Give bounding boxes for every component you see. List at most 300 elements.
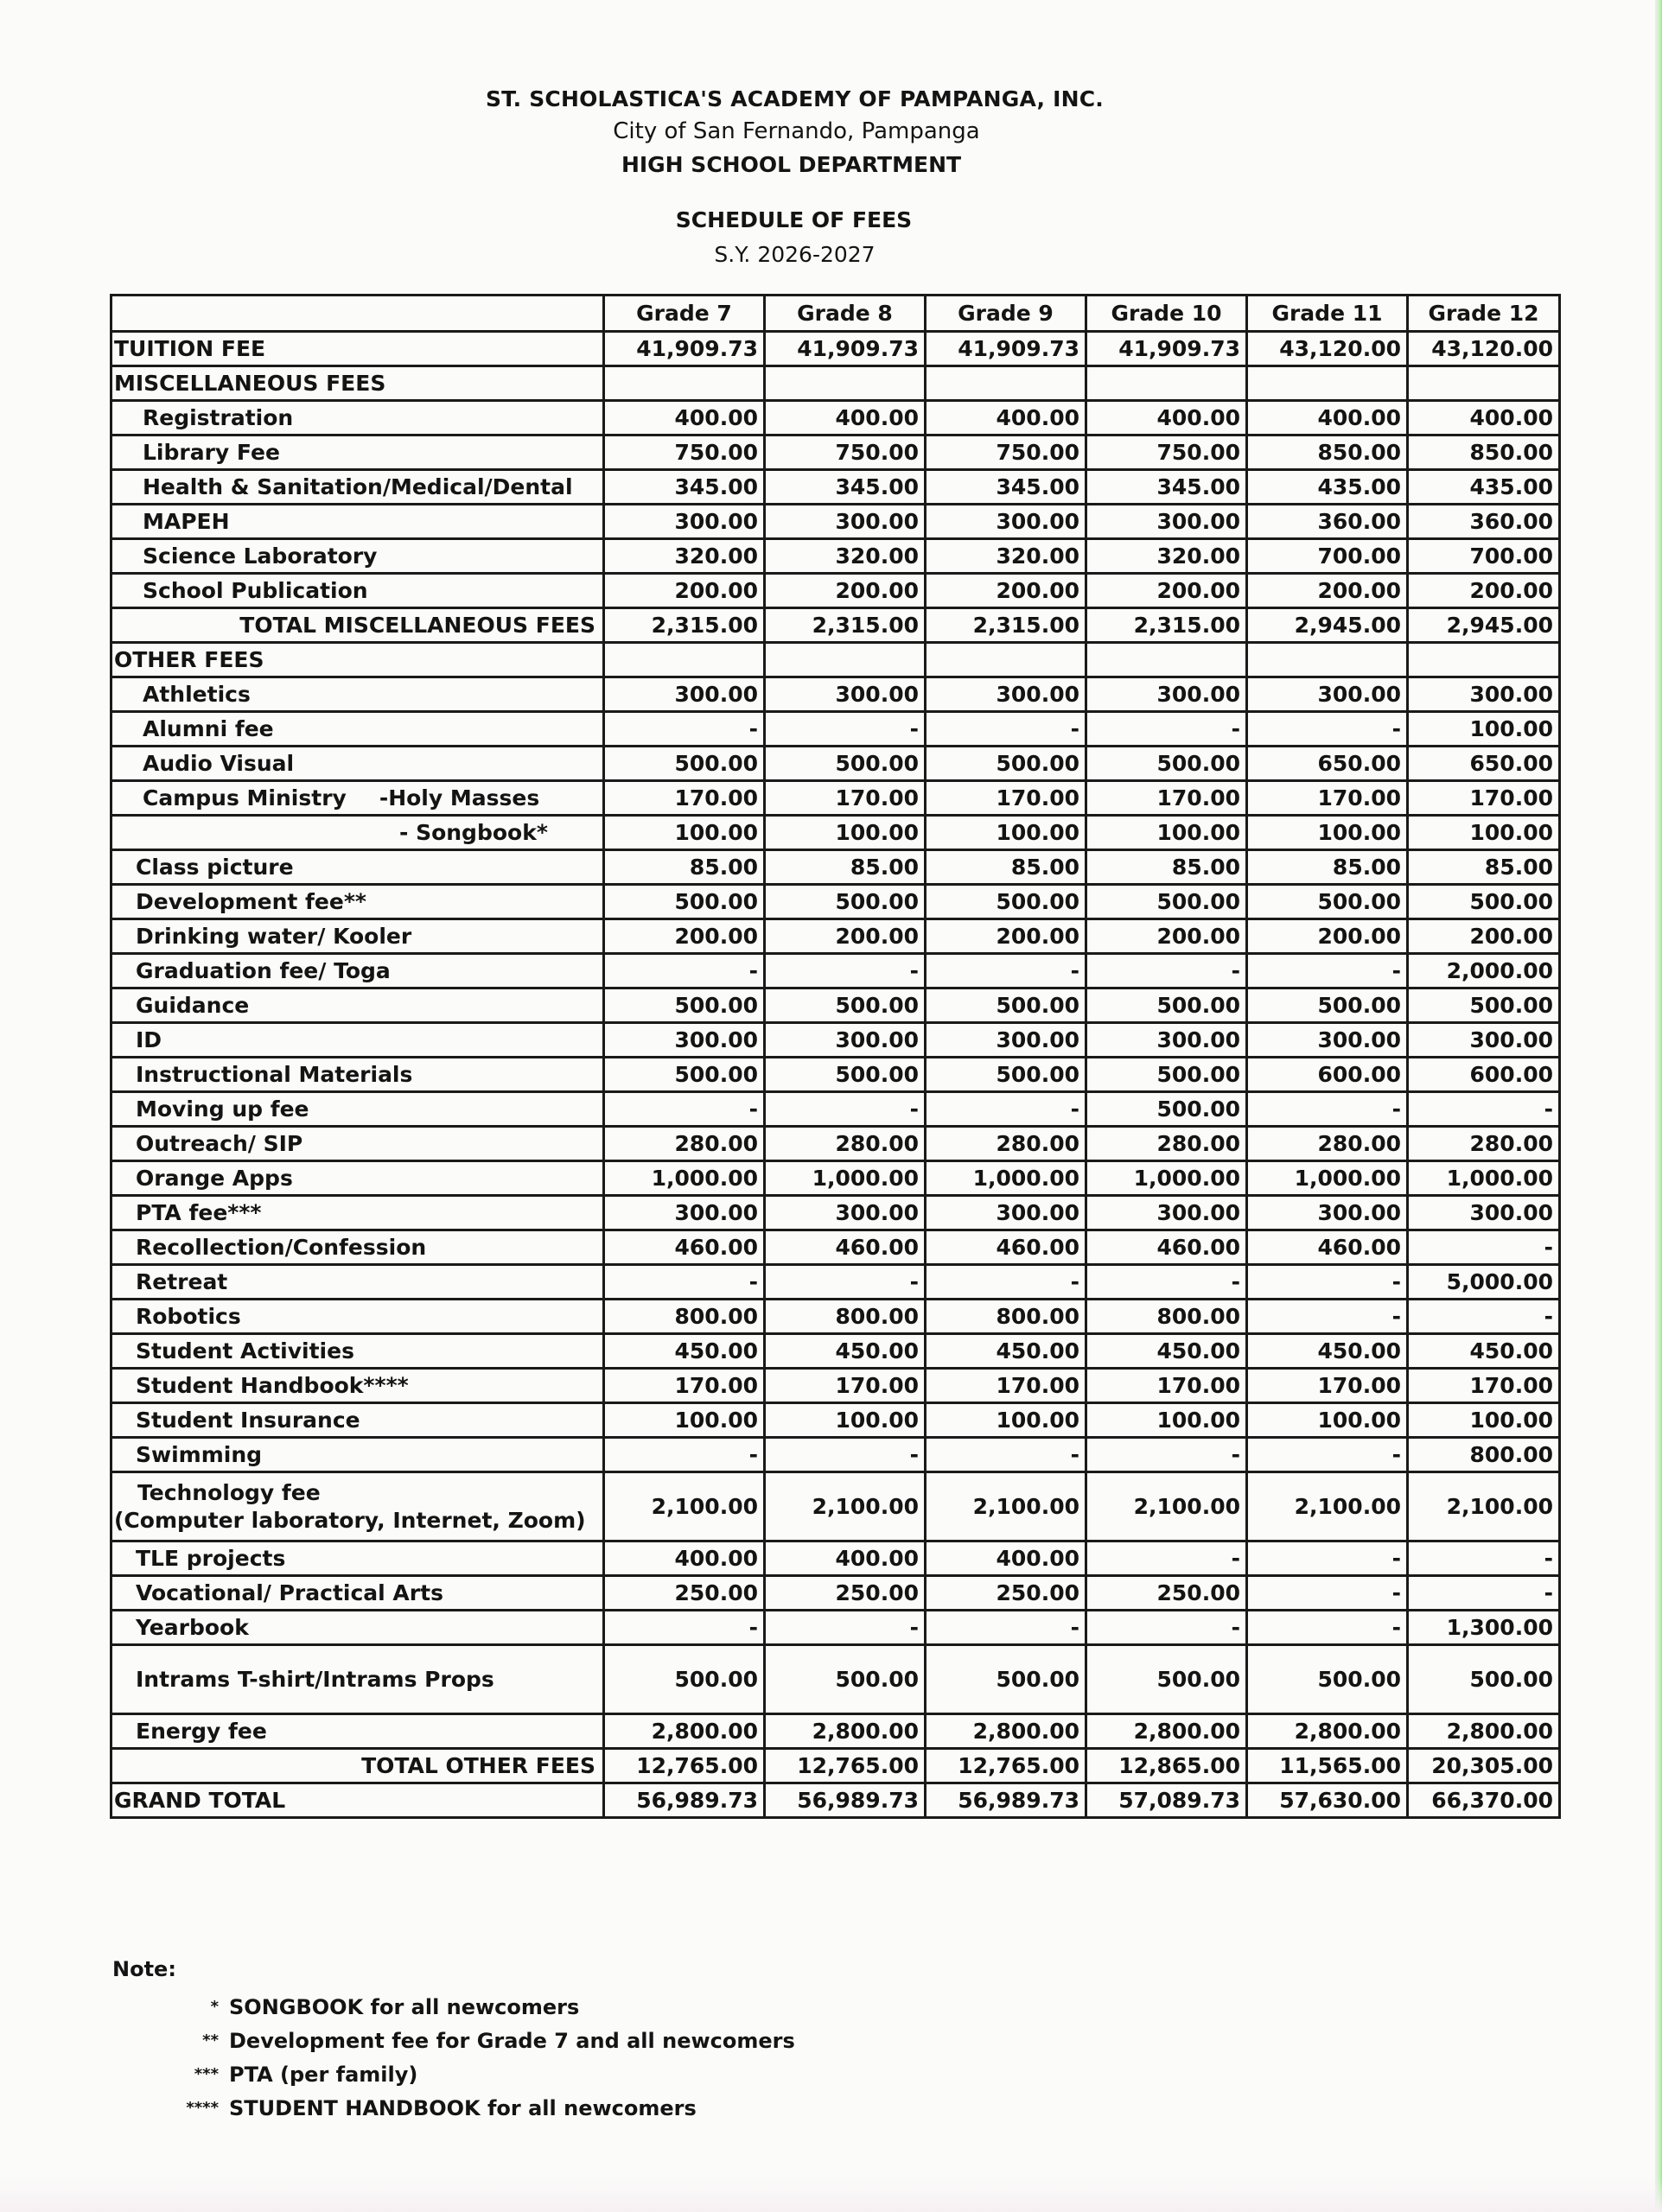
fee-label: Moving up fee <box>136 1096 309 1122</box>
row-label <box>111 608 604 643</box>
fee-label: Technology fee <box>137 1479 321 1505</box>
fee-amount: 170.00 <box>1086 1369 1247 1403</box>
misc-fee-row <box>111 539 1560 574</box>
notes-section <box>112 1957 795 2125</box>
note-text: SONGBOOK for all newcomers <box>229 1994 580 2019</box>
fee-amount: 250.00 <box>765 1576 926 1611</box>
fee-amount: 450.00 <box>926 1334 1086 1369</box>
fee-sublabel: - Songbook* <box>399 820 548 845</box>
fee-amount: 300.00 <box>604 1196 765 1230</box>
fee-amount: 500.00 <box>1086 1058 1247 1092</box>
row-label <box>111 1265 604 1300</box>
fee-label: Athletics <box>143 682 251 707</box>
fee-amount: 2,800.00 <box>926 1714 1086 1749</box>
fee-amount: 500.00 <box>1408 885 1560 919</box>
note-item <box>112 1990 795 2024</box>
fee-amount: 300.00 <box>1247 1196 1408 1230</box>
fee-amount: 100.00 <box>1408 1403 1560 1438</box>
fee-amount: 500.00 <box>765 747 926 781</box>
fee-amount: 450.00 <box>1086 1334 1247 1369</box>
fee-amount: - <box>926 1438 1086 1472</box>
fee-label: Library Fee <box>143 440 280 465</box>
fee-amount: - <box>1247 1092 1408 1127</box>
other-fee-row <box>111 1230 1560 1265</box>
fee-amount: 20,305.00 <box>1408 1749 1560 1783</box>
other-fee-row <box>111 1472 1560 1541</box>
fee-amount: 345.00 <box>1086 470 1247 505</box>
row-label <box>111 574 604 608</box>
fee-label: Retreat <box>136 1269 228 1294</box>
document-title: SCHEDULE OF FEES <box>675 207 913 232</box>
fee-amount: 500.00 <box>926 1645 1086 1714</box>
fee-label: Vocational/ Practical Arts <box>136 1580 443 1605</box>
fee-label: MISCELLANEOUS FEES <box>114 371 386 396</box>
fee-amount: 100.00 <box>765 816 926 850</box>
fee-amount: 100.00 <box>1408 712 1560 747</box>
fee-amount: 300.00 <box>1086 1023 1247 1058</box>
fee-amount: 300.00 <box>1408 677 1560 712</box>
fee-amount: 2,100.00 <box>1086 1472 1247 1541</box>
other-fee-row <box>111 677 1560 712</box>
fee-amount: 56,989.73 <box>765 1783 926 1818</box>
school-name: ST. SCHOLASTICA'S ACADEMY OF PAMPANGA, INC. <box>485 86 1105 111</box>
row-label <box>111 401 604 435</box>
other-fee-row <box>111 919 1560 954</box>
fee-amount: 300.00 <box>1247 1023 1408 1058</box>
row-label <box>111 1541 604 1576</box>
fee-amount: 85.00 <box>1086 850 1247 885</box>
other-fee-row <box>111 712 1560 747</box>
note-text: PTA (per family) <box>229 2062 418 2087</box>
fee-amount <box>765 643 926 677</box>
fee-amount: - <box>765 1438 926 1472</box>
fee-amount: 170.00 <box>926 1369 1086 1403</box>
row-label <box>111 1576 604 1611</box>
misc-fee-row <box>111 470 1560 505</box>
fee-amount: 850.00 <box>1408 435 1560 470</box>
fee-amount: 2,000.00 <box>1408 954 1560 988</box>
fee-amount: - <box>1247 1438 1408 1472</box>
column-header-row <box>111 296 1560 332</box>
fee-amount: 360.00 <box>1247 505 1408 539</box>
other-fee-row <box>111 747 1560 781</box>
fee-amount: 400.00 <box>1086 401 1247 435</box>
row-label <box>111 1783 604 1818</box>
fee-label: Audio Visual <box>143 751 295 776</box>
fee-amount: - <box>1086 1611 1247 1645</box>
notes-title: Note: <box>112 1957 176 1981</box>
fee-amount <box>1086 366 1247 401</box>
fee-amount: 600.00 <box>1247 1058 1408 1092</box>
fee-label: Energy fee <box>136 1719 267 1744</box>
fee-amount: 12,765.00 <box>926 1749 1086 1783</box>
fee-amount: 280.00 <box>1247 1127 1408 1161</box>
fee-amount: 200.00 <box>604 919 765 954</box>
fee-label: Class picture <box>136 855 294 880</box>
fee-amount: 450.00 <box>604 1334 765 1369</box>
fee-amount: 170.00 <box>1408 781 1560 816</box>
fee-amount: 85.00 <box>926 850 1086 885</box>
other-fee-row <box>111 1092 1560 1127</box>
row-label <box>111 919 604 954</box>
fee-amount: 500.00 <box>765 988 926 1023</box>
fee-amount: 300.00 <box>1086 505 1247 539</box>
fee-amount <box>765 366 926 401</box>
scan-shadow <box>0 2177 1662 2212</box>
fee-amount: 100.00 <box>1086 816 1247 850</box>
row-label <box>111 366 604 401</box>
row-label <box>111 1058 604 1092</box>
fee-amount: 200.00 <box>1086 574 1247 608</box>
row-label <box>111 747 604 781</box>
fee-amount: 500.00 <box>604 1058 765 1092</box>
column-header: Grade 8 <box>765 296 926 332</box>
fee-amount: 300.00 <box>1086 1196 1247 1230</box>
fee-label: Student Activities <box>136 1338 354 1363</box>
row-label <box>111 1749 604 1783</box>
fee-amount: 85.00 <box>1247 850 1408 885</box>
fee-amount: 300.00 <box>1408 1196 1560 1230</box>
fee-amount <box>1408 643 1560 677</box>
fee-amount: 500.00 <box>926 885 1086 919</box>
fee-label: Intrams T-shirt/Intrams Props <box>136 1667 494 1692</box>
fee-amount: 100.00 <box>604 1403 765 1438</box>
other-fee-row <box>111 1058 1560 1092</box>
fee-amount: 300.00 <box>1408 1023 1560 1058</box>
note-item <box>112 2091 795 2125</box>
fee-amount <box>1247 643 1408 677</box>
fee-amount: - <box>604 1438 765 1472</box>
fee-amount: 850.00 <box>1247 435 1408 470</box>
school-year-line <box>0 242 1662 267</box>
row-label <box>111 470 604 505</box>
fee-amount: 320.00 <box>765 539 926 574</box>
fee-label: ID <box>136 1027 162 1052</box>
fee-amount: 100.00 <box>926 816 1086 850</box>
fee-amount: - <box>1247 1541 1408 1576</box>
other-fee-row <box>111 885 1560 919</box>
fee-amount: 11,565.00 <box>1247 1749 1408 1783</box>
row-label <box>111 781 604 816</box>
row-label <box>111 332 604 366</box>
fee-amount: 200.00 <box>926 574 1086 608</box>
fee-amount: 600.00 <box>1408 1058 1560 1092</box>
fee-amount: - <box>1408 1092 1560 1127</box>
fee-label: Alumni fee <box>143 716 274 741</box>
fee-amount: 400.00 <box>765 401 926 435</box>
fee-amount: - <box>765 1265 926 1300</box>
fee-amount: 460.00 <box>926 1230 1086 1265</box>
fee-amount: 100.00 <box>1247 816 1408 850</box>
fee-amount: 170.00 <box>765 781 926 816</box>
fee-amount: 280.00 <box>604 1127 765 1161</box>
fee-label: Development fee** <box>136 889 366 914</box>
note-text: Development fee for Grade 7 and all newcomers <box>229 2028 795 2053</box>
fee-amount: 100.00 <box>1086 1403 1247 1438</box>
column-header: Grade 9 <box>926 296 1086 332</box>
fee-amount: 300.00 <box>604 1023 765 1058</box>
fee-amount: 460.00 <box>1247 1230 1408 1265</box>
fee-amount: 320.00 <box>604 539 765 574</box>
fee-amount: 2,315.00 <box>604 608 765 643</box>
row-label <box>111 850 604 885</box>
row-label <box>111 1300 604 1334</box>
fee-amount: 500.00 <box>1086 747 1247 781</box>
fee-label: Health & Sanitation/Medical/Dental <box>143 474 573 499</box>
fee-amount: 41,909.73 <box>604 332 765 366</box>
scan-edge <box>1655 0 1662 2212</box>
misc-total-row <box>111 608 1560 643</box>
fee-label: Instructional Materials <box>136 1062 413 1087</box>
fee-label: PTA fee*** <box>136 1200 262 1225</box>
fee-amount: 2,945.00 <box>1408 608 1560 643</box>
fee-amount: 170.00 <box>1408 1369 1560 1403</box>
fee-amount: - <box>1408 1541 1560 1576</box>
other-fee-row <box>111 1196 1560 1230</box>
other-fee-row <box>111 1403 1560 1438</box>
fee-amount: - <box>1247 954 1408 988</box>
fee-amount: - <box>926 1265 1086 1300</box>
fee-amount: 280.00 <box>1086 1127 1247 1161</box>
fee-amount: 1,000.00 <box>1408 1161 1560 1196</box>
fee-amount: 300.00 <box>765 1196 926 1230</box>
asterisk-marker: * <box>210 1998 219 2016</box>
fee-sublabel: -Holy Masses <box>379 785 540 810</box>
fee-amount: - <box>1086 712 1247 747</box>
fee-amount: 450.00 <box>1247 1334 1408 1369</box>
fee-label: Student Handbook**** <box>136 1373 409 1398</box>
fee-amount: 85.00 <box>1408 850 1560 885</box>
fee-amount: 57,630.00 <box>1247 1783 1408 1818</box>
fee-amount: - <box>1408 1576 1560 1611</box>
fee-amount: 57,089.73 <box>1086 1783 1247 1818</box>
fee-amount: 2,800.00 <box>604 1714 765 1749</box>
fee-amount: 200.00 <box>765 919 926 954</box>
fee-amount: - <box>1408 1300 1560 1334</box>
row-label <box>111 505 604 539</box>
fee-amount: 2,100.00 <box>765 1472 926 1541</box>
fee-amount <box>604 643 765 677</box>
fee-label: OTHER FEES <box>114 647 264 672</box>
fee-amount: 12,765.00 <box>765 1749 926 1783</box>
fee-amount: 43,120.00 <box>1408 332 1560 366</box>
fee-amount: 460.00 <box>1086 1230 1247 1265</box>
row-label <box>111 816 604 850</box>
fee-amount: 400.00 <box>926 401 1086 435</box>
fee-amount: 12,765.00 <box>604 1749 765 1783</box>
fee-label: Guidance <box>136 993 250 1018</box>
fees-table <box>110 294 1561 1819</box>
fee-amount: - <box>604 1092 765 1127</box>
row-label <box>111 1092 604 1127</box>
asterisk-marker: *** <box>194 2065 219 2083</box>
misc-fee-row <box>111 401 1560 435</box>
fee-amount: 800.00 <box>765 1300 926 1334</box>
city-line <box>0 118 1662 144</box>
fee-amount: - <box>765 954 926 988</box>
fee-amount: - <box>1086 954 1247 988</box>
column-header: Grade 11 <box>1247 296 1408 332</box>
fee-amount: 500.00 <box>604 747 765 781</box>
fee-amount: 170.00 <box>1247 781 1408 816</box>
fee-label: Outreach/ SIP <box>136 1131 303 1156</box>
fee-amount: - <box>604 954 765 988</box>
fee-label: TUITION FEE <box>114 336 266 361</box>
fee-amount: - <box>604 712 765 747</box>
row-label <box>111 1230 604 1265</box>
other-fee-row <box>111 1265 1560 1300</box>
school-name-line <box>0 86 1662 111</box>
fee-label: Science Laboratory <box>143 543 378 569</box>
fee-amount: 2,100.00 <box>1247 1472 1408 1541</box>
fee-amount: - <box>1086 1541 1247 1576</box>
fee-amount: 56,989.73 <box>604 1783 765 1818</box>
fee-amount: - <box>1086 1265 1247 1300</box>
grand-total-row <box>111 1783 1560 1818</box>
fee-label: Yearbook <box>136 1615 249 1640</box>
fee-amount: 300.00 <box>604 505 765 539</box>
row-label <box>111 1611 604 1645</box>
row-label <box>111 1196 604 1230</box>
other-fee-row <box>111 816 1560 850</box>
fee-amount: 300.00 <box>926 677 1086 712</box>
row-label <box>111 1472 604 1541</box>
fee-label: Robotics <box>136 1304 241 1329</box>
fee-label: Graduation fee/ Toga <box>136 958 391 983</box>
fee-amount: 400.00 <box>765 1541 926 1576</box>
fee-amount: - <box>1247 1576 1408 1611</box>
fee-amount: 500.00 <box>926 988 1086 1023</box>
fee-amount: 100.00 <box>1408 816 1560 850</box>
fee-amount: 300.00 <box>765 1023 926 1058</box>
fee-amount: - <box>1086 1438 1247 1472</box>
other-fee-row <box>111 1300 1560 1334</box>
fee-amount: 200.00 <box>926 919 1086 954</box>
fee-amount: 2,945.00 <box>1247 608 1408 643</box>
fee-amount: 170.00 <box>765 1369 926 1403</box>
fee-amount: 300.00 <box>604 677 765 712</box>
row-label <box>111 539 604 574</box>
note-item <box>112 2057 795 2091</box>
fee-amount: - <box>604 1265 765 1300</box>
fee-amount: 700.00 <box>1408 539 1560 574</box>
fee-amount: 41,909.73 <box>926 332 1086 366</box>
row-label <box>111 712 604 747</box>
fee-amount: 66,370.00 <box>1408 1783 1560 1818</box>
column-header: Grade 12 <box>1408 296 1560 332</box>
fee-amount: - <box>1408 1230 1560 1265</box>
fee-amount: 345.00 <box>765 470 926 505</box>
fee-amount: 12,865.00 <box>1086 1749 1247 1783</box>
fee-amount: - <box>926 1092 1086 1127</box>
fee-amount: 1,000.00 <box>1247 1161 1408 1196</box>
row-label <box>111 1403 604 1438</box>
fee-amount: 1,000.00 <box>604 1161 765 1196</box>
fee-amount: 200.00 <box>1247 919 1408 954</box>
other-fee-row <box>111 1645 1560 1714</box>
fee-amount: 41,909.73 <box>1086 332 1247 366</box>
fee-amount: 85.00 <box>765 850 926 885</box>
fee-amount: 800.00 <box>926 1300 1086 1334</box>
fee-amount: - <box>926 954 1086 988</box>
fee-amount: 460.00 <box>604 1230 765 1265</box>
column-header: Grade 10 <box>1086 296 1247 332</box>
fee-amount: 200.00 <box>604 574 765 608</box>
fee-amount: 435.00 <box>1247 470 1408 505</box>
fee-amount: 1,000.00 <box>1086 1161 1247 1196</box>
row-label <box>111 1438 604 1472</box>
fee-amount: 500.00 <box>1086 1645 1247 1714</box>
department-name: HIGH SCHOOL DEPARTMENT <box>621 152 962 177</box>
other-fee-row <box>111 1161 1560 1196</box>
misc-section-row <box>111 366 1560 401</box>
fee-label: Orange Apps <box>136 1166 293 1191</box>
header-blank-cell <box>111 296 604 332</box>
fee-amount: 100.00 <box>1247 1403 1408 1438</box>
fee-amount <box>926 643 1086 677</box>
fee-amount: 2,800.00 <box>1086 1714 1247 1749</box>
fee-amount: 1,000.00 <box>926 1161 1086 1196</box>
misc-fee-row <box>111 574 1560 608</box>
other-fee-row <box>111 781 1560 816</box>
fee-amount: 300.00 <box>926 505 1086 539</box>
fee-amount: 1,300.00 <box>1408 1611 1560 1645</box>
other-fee-row <box>111 1714 1560 1749</box>
fee-amount: 1,000.00 <box>765 1161 926 1196</box>
fee-amount: 450.00 <box>765 1334 926 1369</box>
fee-amount: 500.00 <box>1086 1092 1247 1127</box>
note-item <box>112 2024 795 2057</box>
fee-amount: 650.00 <box>1247 747 1408 781</box>
note-text: STUDENT HANDBOOK for all newcomers <box>229 2095 697 2120</box>
fee-amount: 500.00 <box>1247 885 1408 919</box>
notes-list <box>112 1990 795 2125</box>
fee-label: School Publication <box>143 578 368 603</box>
fee-amount: 250.00 <box>926 1576 1086 1611</box>
fee-label: Campus Ministry <box>143 785 347 810</box>
fee-label: TOTAL MISCELLANEOUS FEES <box>239 613 595 638</box>
fee-amount: 360.00 <box>1408 505 1560 539</box>
fee-amount: 750.00 <box>926 435 1086 470</box>
fee-amount: 100.00 <box>765 1403 926 1438</box>
row-label <box>111 643 604 677</box>
department-line <box>0 152 1662 177</box>
asterisk-marker: ** <box>202 2031 219 2050</box>
fee-amount: - <box>926 1611 1086 1645</box>
fee-amount: 43,120.00 <box>1247 332 1408 366</box>
fee-amount <box>1408 366 1560 401</box>
fee-amount: 400.00 <box>604 401 765 435</box>
fee-amount: 500.00 <box>1086 988 1247 1023</box>
row-label <box>111 1127 604 1161</box>
fee-amount: 500.00 <box>604 1645 765 1714</box>
fee-amount: 170.00 <box>1247 1369 1408 1403</box>
fee-amount: 500.00 <box>926 747 1086 781</box>
other-total-row <box>111 1749 1560 1783</box>
other-fee-row <box>111 1369 1560 1403</box>
fee-amount: - <box>765 1092 926 1127</box>
fee-amount: 400.00 <box>604 1541 765 1576</box>
misc-fee-row <box>111 505 1560 539</box>
fee-amount: 170.00 <box>604 781 765 816</box>
fee-amount: 2,100.00 <box>1408 1472 1560 1541</box>
tuition-row <box>111 332 1560 366</box>
fee-amount: 500.00 <box>1408 1645 1560 1714</box>
fee-amount: 500.00 <box>1247 988 1408 1023</box>
fee-amount: 200.00 <box>1408 919 1560 954</box>
fee-amount: 750.00 <box>1086 435 1247 470</box>
fee-amount: 500.00 <box>765 885 926 919</box>
